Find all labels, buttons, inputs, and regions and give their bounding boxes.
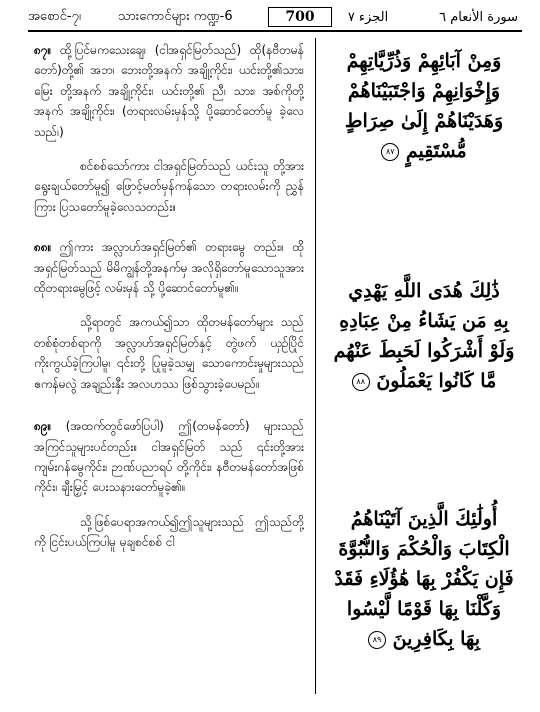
header-surah: سورة الأنعام ٦: [439, 9, 518, 25]
verse-87-continuation: [34, 156, 304, 217]
ayah-line: وَهَدَيْنَاهُمْ إِلَىٰ صِرَاطٍ: [344, 110, 504, 132]
page-header: [28, 6, 518, 28]
header-section: သားကောင်များ ကဏ္ဍ-6: [118, 8, 233, 24]
page-number: 700: [268, 7, 332, 27]
ayah-line: [324, 136, 524, 166]
ayah-87: [324, 46, 524, 166]
verse-text: ထို့ပြင်မကသေးချေ၊ (ငါအရှင်မြတ်သည်) ထို(နဗီတမန်တော်)တို့၏ အဘ၊ ဘေးတို့အနက် အချို့ကိုင်း၊ ယင်းတို့၏သား၊ မြေး တို့အနက် အချို့ကိုင်း၊ ယင်းတို့၏ ညီ၊ သား၊ အစ်ကိုတို့အနက် အချို့ကိုင်း၊ (တရားလမ်းမှန်သို့ ပို့ဆောင်တော်မူ ခဲ့လေသည်၊): [34, 43, 304, 139]
ayah-line: ذَٰلِكَ هُدَى اللَّهِ يَهْدِي: [348, 280, 500, 302]
ayah-line-text: بِهَا بِكَافِرِينَ: [392, 628, 480, 650]
verse-text: ဤကား အလ္လာဟ်အရှင်မြတ်၏ တရားမွေ တည်း။ ထိုအရှင်မြတ်သည် မိမိကျွန်တို့အနက်မှ အလိုရှိတော်မူသောသူအား ထိုတရားမွေဖြင့် လမ်းမှန် သို့ ပို့ဆောင်တော်မူ၏။: [34, 240, 304, 296]
verse-text: သို့ရာတွင် အကယ်၍သာ ထိုတမန်တော်များ သည် တစ်စုံတစ်ရာကို အလ္လာဟ်အရှင်မြတ်နှင့် တွဲဖက် ယှဉ်ပြိုင် ကိုးကွယ်ခဲ့ကြပါမူ၊ ၎င်းတို့ ပြုမူခဲ့သမျှ သောကောင်းမှုများသည် ဧကန်မလွဲ အချည်းနှီး အလဟဿ ဖြစ်သွားခဲ့ပေမည်။: [34, 315, 304, 391]
verse-87-translation: [34, 40, 304, 142]
header-juz: الجزء ٧: [347, 9, 389, 25]
ayah-line: وَلَوْ أَشْرَكُوا لَحَبِطَ عَنْهُم: [333, 340, 515, 362]
ayah-line: وَإِخْوَانِهِمْ وَاجْتَبَيْنَاهُمْ: [347, 80, 501, 102]
verse-text: သို့ဖြစ်ပေရာအကယ်၍ဤသူများသည် ဤသည်တို့ကို ငြင်းပယ်ကြပါမူ မုချစင်စစ် ငါ: [34, 514, 304, 550]
ayah-line: [324, 366, 524, 396]
verse-text: (အထက်တွင်ဖော်ပြပါ) ဤ(တမန်တော်) များသည် အကြင်သူများပင်တည်း။ ငါအရှင်မြတ် သည် ၎င်းတို့အား ကျမ်းဂန်မွေကိုင်း၊ ဉာဏ်ပညာရပ် တို့ကိုင်း၊ နဗီတမန်တော်အဖြစ်ကိုင်း၊ ချီးမြှင့် ပေးသနားတော်မူခဲ့၏။: [34, 419, 304, 495]
ayah-88: [324, 276, 524, 396]
ayah-line-text: مُّسْتَقِيمٍ: [405, 140, 467, 162]
verse-88-translation: [34, 237, 304, 298]
verse-number: ၈၉။: [34, 419, 52, 434]
ayah-line: [324, 624, 524, 654]
verse-number: ၈၇။: [34, 43, 52, 57]
ayah-line: وَمِنْ آبَائِهِمْ وَذُرِّيَّاتِهِمْ: [346, 50, 502, 72]
ayah-line: بِهِ مَن يَشَاءُ مِنْ عِبَادِهِ: [339, 310, 509, 332]
translation-column: [34, 38, 304, 553]
verse-number: ၈၈။: [34, 240, 52, 255]
ayah-line: وَكَّلْنَا بِهَا قَوْمًا لَّيْسُوا: [346, 598, 502, 620]
ayah-end-marker: ٨٨: [352, 373, 370, 391]
verse-89-continuation: [34, 512, 304, 553]
ayah-line: فَإِن يَكْفُرْ بِهَا هَٰؤُلَاءِ فَقَدْ: [334, 568, 514, 590]
ayah-end-marker: ٨٧: [381, 143, 399, 161]
verse-89-translation: [34, 416, 304, 498]
ayah-line: الْكِتَابَ وَالْحُكْمَ وَالنُّبُوَّةَ: [338, 538, 510, 560]
ayah-line-text: مَّا كَانُوا يَعْمَلُونَ: [376, 370, 497, 392]
arabic-column: [324, 38, 524, 654]
verse-88-continuation: [34, 312, 304, 394]
ayah-line: أُولَٰئِكَ الَّذِينَ آتَيْنَاهُمُ: [350, 508, 498, 530]
header-rule: [28, 30, 522, 32]
header-volume: အစောင်-၇၊: [28, 8, 81, 24]
column-divider: [315, 38, 316, 694]
ayah-89: [324, 504, 524, 654]
verse-text: စင်စစ်သော်ကား ငါအရှင်မြတ်သည် ယင်းသူ တို့အားရွေးချယ်တော်မူ၍ ဖြောင့်မတ်မှန်ကန်သော တရားလမ်းကို ညွှန်ကြား ပြသတော်မူခဲ့လေသတည်း။: [34, 159, 304, 214]
ayah-end-marker: ٨٩: [368, 631, 386, 649]
